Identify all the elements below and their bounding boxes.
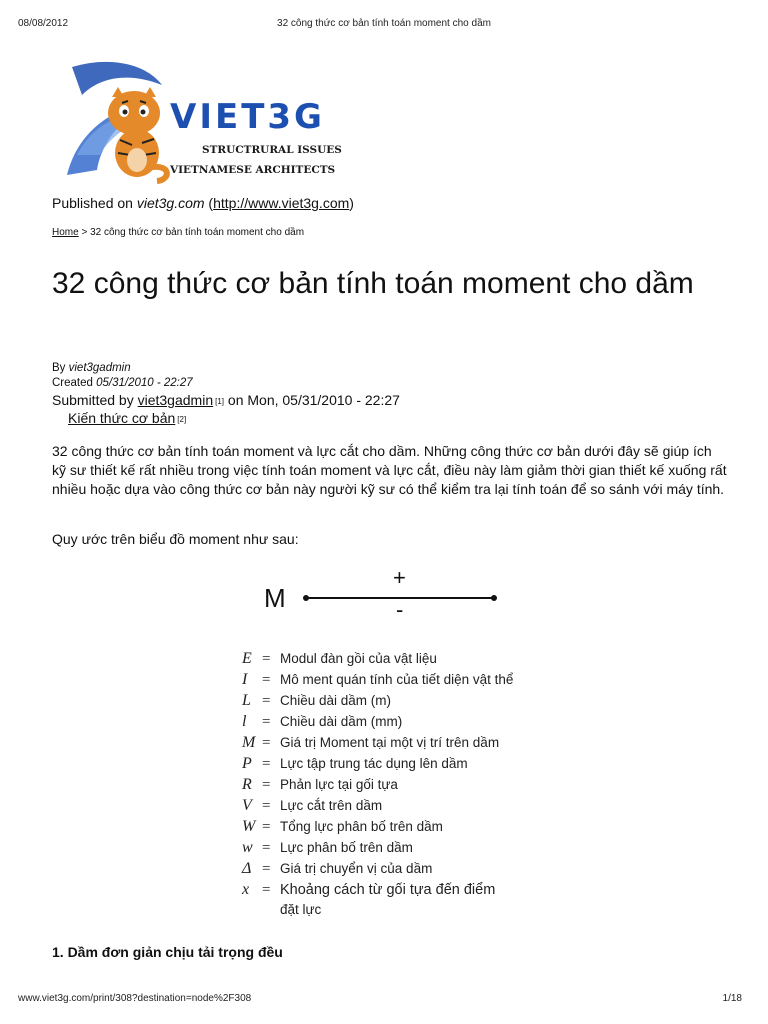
submitted-user-link[interactable]: viet3gadmin [137, 392, 214, 408]
breadcrumb-home-link[interactable]: Home [52, 227, 79, 238]
legend-eq: = [262, 693, 271, 709]
breadcrumb-separator: > [78, 227, 91, 238]
legend-row [242, 860, 432, 880]
legend-desc: Giá trị Moment tại một vị trí trên dầm [280, 735, 500, 750]
section-heading-1: 1. Dầm đơn giản chịu tải trọng đều [52, 944, 283, 960]
legend-symbol: L [242, 692, 251, 709]
legend-row [242, 797, 382, 817]
category-line [68, 410, 186, 426]
legend-eq: = [262, 735, 271, 751]
author-line [52, 362, 131, 374]
legend-symbol: V [242, 797, 252, 814]
legend-symbol: M [242, 734, 256, 751]
created-label: Created [52, 377, 97, 389]
legend-symbol: W [242, 818, 256, 835]
legend-row [242, 881, 495, 901]
moment-diagram-svg [262, 565, 512, 625]
convention-text: Quy ước trên biểu đồ moment như sau: [52, 531, 299, 547]
logo-brand: VIET3G [170, 97, 325, 137]
site-logo[interactable] [52, 55, 347, 190]
submitted-label: Submitted by [52, 392, 138, 408]
footer-page-number: 1/18 [722, 993, 742, 1004]
legend-eq: = [262, 819, 271, 835]
legend-eq: = [262, 672, 271, 688]
legend-symbol: E [242, 650, 252, 667]
category-link[interactable]: Kiến thức cơ bản [68, 410, 176, 426]
page-title: 32 công thức cơ bản tính toán moment cho dầm [52, 267, 694, 300]
legend-eq: = [262, 861, 271, 877]
breadcrumb [52, 227, 304, 238]
legend-eq: = [262, 882, 271, 898]
paren-close: ) [349, 195, 354, 211]
legend-desc: Modul đàn gồi của vật liệu [280, 651, 437, 666]
legend-desc: Lực cắt trên dầm [280, 798, 383, 813]
legend-eq: = [262, 651, 271, 667]
legend-symbol: Δ [242, 860, 252, 877]
site-url-link[interactable]: http://www.viet3g.com [213, 195, 350, 211]
legend-symbol: I [242, 671, 248, 688]
legend-eq: = [262, 756, 271, 772]
submitted-line [52, 392, 400, 408]
breadcrumb-current: 32 công thức cơ bản tính toán moment cho dầm [90, 227, 305, 238]
legend-desc: Khoảng cách từ gối tựa đến điểm [280, 882, 496, 898]
paren-open: ( [204, 195, 214, 211]
logo-graphic [52, 55, 347, 190]
legend-desc: Lực tập trung tác dụng lên dầm [280, 756, 468, 771]
diagram-minus: - [396, 597, 404, 622]
legend-desc: Tổng lực phân bố trên dầm [280, 819, 443, 834]
published-site: viet3g.com [136, 195, 205, 211]
legend-symbol: x [242, 881, 250, 898]
legend-symbol: R [242, 776, 252, 793]
legend-row [242, 713, 402, 733]
beam-end-left [303, 595, 309, 601]
print-doc-title: 32 công thức cơ bản tính toán moment cho dầm [277, 18, 491, 29]
legend-row [242, 755, 468, 775]
footer-url: www.viet3g.com/print/308?destination=node%2F308 [18, 993, 252, 1004]
legend-row-continuation [280, 902, 321, 922]
beam-end-right [491, 595, 497, 601]
legend-desc: Mô ment quán tính của tiết diện vật thể [280, 672, 514, 687]
legend-desc: Chiều dài dầm (mm) [280, 714, 403, 729]
legend-symbol: P [242, 755, 252, 772]
created-line [52, 377, 193, 389]
print-date: 08/08/2012 [18, 18, 69, 29]
legend-row [242, 776, 398, 796]
category-ref: [2] [177, 414, 187, 424]
logo-tagline-2: VIETNAMESE ARCHITECTS [170, 164, 336, 176]
legend-desc: Chiều dài dầm (m) [280, 693, 392, 708]
created-date: 05/31/2010 - 22:27 [96, 377, 193, 389]
moment-sign-diagram [262, 565, 512, 625]
submitted-ref: [1] [215, 396, 225, 406]
legend-row [242, 839, 413, 859]
legend-eq: = [262, 798, 271, 814]
published-prefix: Published on [52, 195, 137, 211]
legend-row [242, 671, 513, 691]
legend-eq: = [262, 777, 271, 793]
legend-desc-continuation: đặt lực [280, 902, 322, 917]
diagram-plus: + [393, 565, 406, 590]
intro-paragraph: 32 công thức cơ bản tính toán moment và lực cắt cho dầm. Những công thức cơ bản dưới đây sẽ giúp ích kỹ sư thiết kế rất nhiều trong việc tính toán moment và lực cắt, điều này làm giảm thời gian thiết kế xuống rất nhiều hoặc dựa vào công thức cơ bản này người kỹ sư có thể kiểm tra lại tính toán để so sánh với máy tính. [52, 443, 727, 497]
legend-row [242, 734, 499, 754]
legend-symbol: l [242, 713, 247, 730]
legend-row [242, 692, 391, 712]
diagram-m-label: M [264, 583, 286, 613]
published-line [52, 195, 354, 211]
legend-desc: Lực phân bố trên dầm [280, 840, 413, 855]
logo-tagline-1: STRUCTRURAL ISSUES [202, 144, 342, 156]
legend-row [242, 818, 443, 838]
legend-symbol: w [242, 839, 253, 856]
author-name: viet3gadmin [68, 362, 131, 374]
tiger-head [108, 91, 160, 135]
legend-desc: Phản lực tại gối tựa [280, 777, 398, 792]
legend-eq: = [262, 714, 271, 730]
legend-eq: = [262, 840, 271, 856]
legend-desc: Giá trị chuyển vị của dầm [280, 861, 433, 876]
by-label: By [52, 362, 69, 374]
submitted-date: on Mon, 05/31/2010 - 22:27 [224, 392, 400, 408]
legend-row [242, 650, 437, 670]
